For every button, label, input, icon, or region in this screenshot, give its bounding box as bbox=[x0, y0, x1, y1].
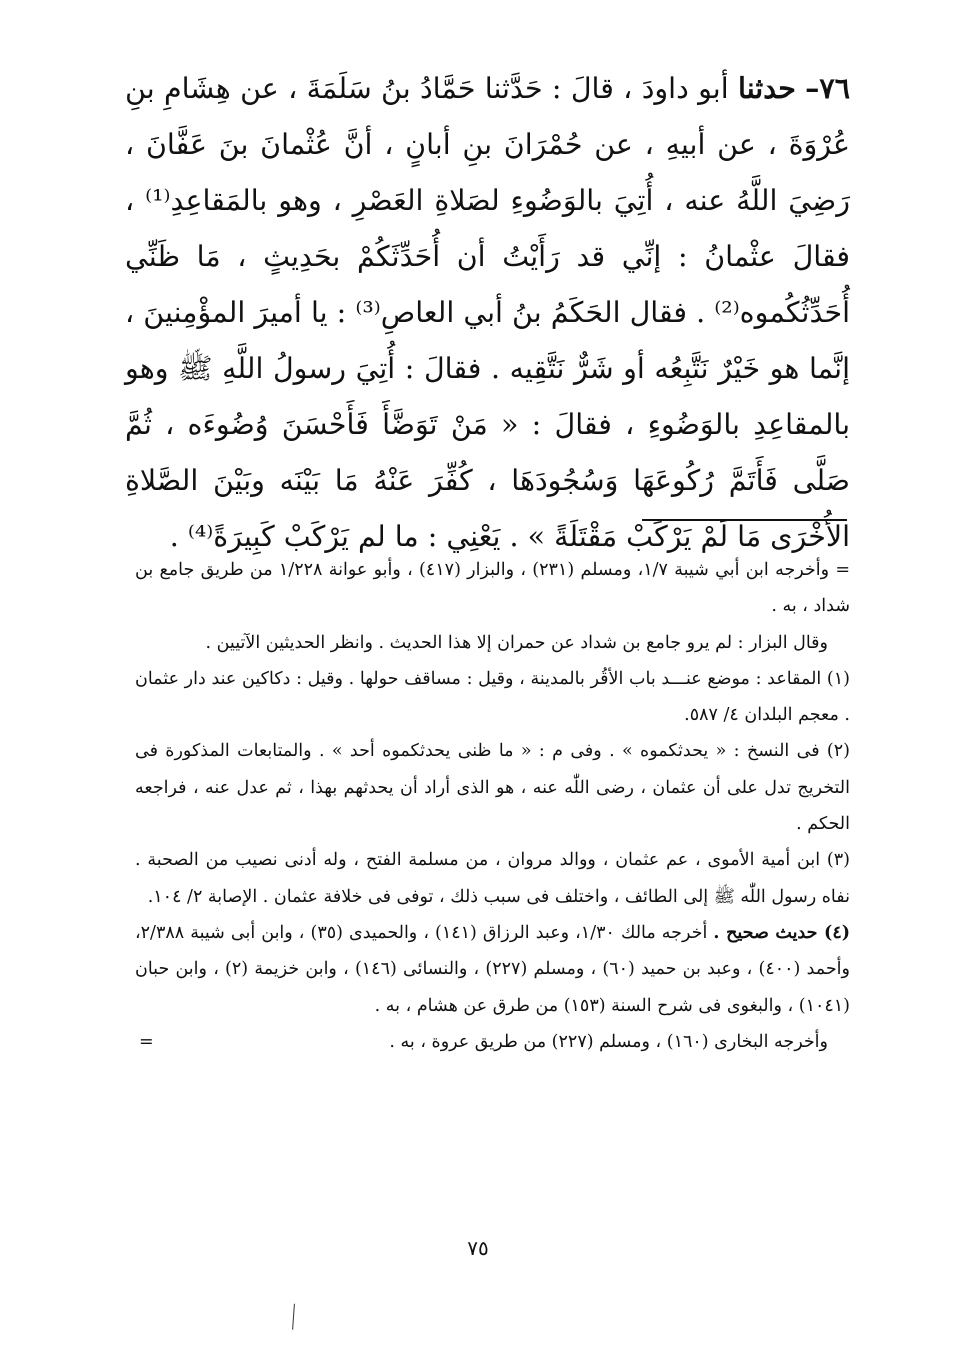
footnotes-block bbox=[135, 552, 850, 1060]
footnote-1 bbox=[135, 661, 850, 734]
footnote-text: أخرجه مالك ١/٣٠، وعبد الرزاق (١٤١) ، والحميدى (٣٥) ، وابن أبى شيبة ٢/٣٨٨، وأحمد (٤٠٠) ، وعبد بن حميد (٦٠) ، ومسلم (٢٢٧) ، والنسائى (١٤٦) ، وابن خزيمة (٢) ، وابن حبان (١٠٤١) ، والبغوى فى شرح السنة (١٥٣) من طرق عن هشام ، به . bbox=[135, 922, 850, 1016]
footnote-text: (١) المقاعد : موضع عنـــد باب الأقُر بالمدينة ، وقيل : مساقف حولها . وقيل : دكاكين عند دار عثمان . معجم البلدان ٤/ ٥٨٧. bbox=[135, 668, 850, 726]
footnote-text: (٣) ابن أمية الأموى ، عم عثمان ، ووالد مروان ، من مسلمة الفتح ، وله أدنى نصيب من الصحبة . نفاه رسول اللّٰه ﷺ إلى الطائف ، واختلف فى سبب ذلك ، توفى فى خلافة عثمان . الإصابة ٢/ ١٠٤. bbox=[135, 850, 850, 907]
footnote-2 bbox=[135, 733, 850, 842]
footnote-text: وقال البزار : لم يرو جامع بن شداد عن حمران إلا هذا الحديث . وانظر الحديثين الآتيين . bbox=[205, 632, 828, 653]
continuation-mark: = bbox=[139, 1031, 154, 1052]
footnote-divider bbox=[642, 519, 847, 521]
hadith-number: ٧٦– bbox=[805, 71, 851, 105]
page-number: ٧٥ bbox=[467, 1236, 489, 1260]
footnote-4 bbox=[135, 915, 850, 1024]
footnote-bazzar-note bbox=[135, 625, 850, 661]
footnote-3 bbox=[135, 842, 850, 915]
footnote-text: = وأخرجه ابن أبي شيبة ١/٧، ومسلم (٢٣١) ، والبزار (٤١٧) ، وأبو عوانة ١/٢٢٨ من طريق جامع بن شداد ، به . bbox=[135, 560, 850, 617]
margin-pen-mark bbox=[292, 1304, 303, 1331]
hadith-lead-word: حدثنا bbox=[738, 71, 796, 105]
footnote-lead: (٤) حديث صحيح . bbox=[713, 922, 850, 943]
hadith-text-block bbox=[125, 60, 850, 565]
footnote-continued bbox=[135, 1024, 850, 1060]
footnote-text: (٢) فى النسخ : « يحدثكموه » . وفى م : « ما ظنى يحدثكموه أحد » . والمتابعات المذكورة فى التخريج تدل على أن عثمان ، رضى اللّٰه عنه ، هو الذى أراد أن يحدثهم بهذا ، ثم عدل عنه ، فراجعه الحكم . bbox=[135, 741, 850, 835]
footnote-text: وأخرجه البخارى (١٦٠) ، ومسلم (٢٢٧) من طريق عروة ، به . bbox=[389, 1031, 828, 1052]
hadith-body: أبو داودَ ، قالَ : حَدَّثنا حَمَّادُ بنُ سَلَمَةَ ، عن هِشَامِ بنِ عُرْوَةَ ، عن أبيهِ ، عن حُمْرَانَ بنِ أبانٍ ، أنَّ عُثْمانَ بنَ عَفَّانَ ، رَضِيَ اللَّهُ عنه ، أُتِيَ بالوَضُوءِ لصَلاةِ العَصْرِ ، وهو بالمَقاعِدِ⁽¹⁾ ، فقالَ عثْمانُ : إنِّي قد رَأَيْتُ أن أُحَدِّثَكُمْ بحَدِيثٍ ، مَا ظَنِّي أُحَدِّثُكُموه⁽²⁾ . فقال الحَكَمُ بنُ أبي العاصِ⁽³⁾ : يا أميرَ المؤْمِنينَ ، إنَّما هو خَيْرٌ نَتَّبِعُه أو شَرٌّ نَتَّقِيه . فقالَ : أُتِيَ رسولُ اللَّهِ ﷺ وهو بالمقاعِدِ بالوَضُوءِ ، فقالَ : « مَنْ تَوَضَّأَ فَأَحْسَنَ وُضُوءَه ، ثُمَّ صَلَّى فَأَتَمَّ رُكُوعَهَا وَسُجُودَهَا ، كُفِّرَ عَنْهُ مَا بَيْنَه وبَيْنَ الصَّلاةِ الأُخْرَى مَا لَمْ يَرْكَبْ مَقْتَلَةً » . يَعْنِي : ما لم يَرْكَبْ كَبِيرَةً⁽⁴⁾ . bbox=[125, 72, 851, 553]
footnote-continuation bbox=[135, 552, 850, 625]
